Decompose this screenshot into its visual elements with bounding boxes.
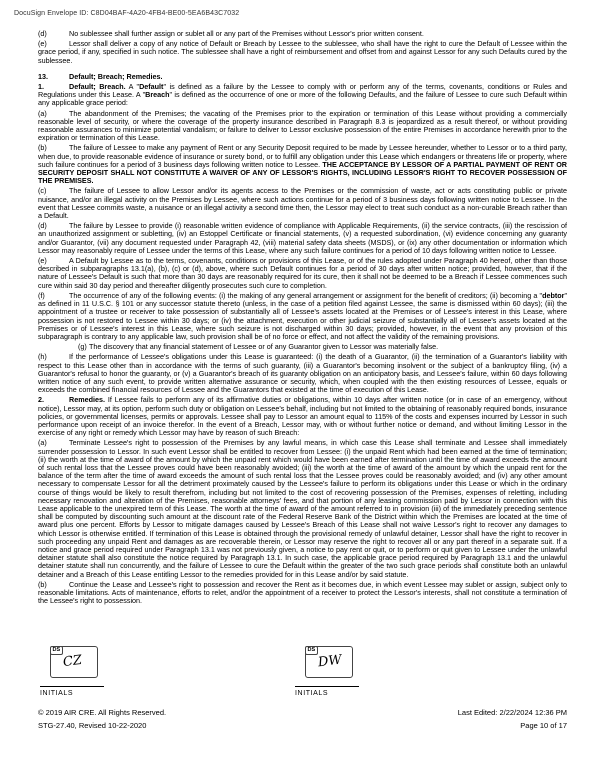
paragraph-label: 2. xyxy=(38,395,44,405)
paragraph-12 xyxy=(38,396,567,437)
paragraph-6 xyxy=(38,187,567,220)
paragraph-label: (a) xyxy=(38,438,47,448)
paragraph-text: If Lessee fails to perform any of its affirmative duties or obligations, within 10 days after written notice (or in case of an emergency, without notice), Lessor may, at its option, perform such duty or obligation on Lessee's behalf, including but not limited to the obtaining of reasonably required bonds, insurance policies, or governmental licenses, permits or approvals. Lessee shall pay to Lessor an amount equal to 115% of the costs and expenses incurred by Lessor in such performance upon receipt of an invoice therefor. In the event of a Breach, Lessor may, with or without further notice or demand, and without limiting Lessor in the exercise of any right or remedy which Lessor may have by reason of such Breach: xyxy=(38,395,567,438)
paragraph-text: Default; Breach; Remedies. xyxy=(69,71,163,81)
paragraph-label: (f) xyxy=(38,290,45,300)
paragraph-text: Breach xyxy=(145,90,170,100)
paragraph-8 xyxy=(38,257,567,290)
paragraph-label: (g) xyxy=(78,342,87,352)
page-number: Page 10 of 17 xyxy=(520,721,567,730)
docusign-ds-icon: DS xyxy=(50,646,63,655)
paragraph-label: (a) xyxy=(38,108,47,118)
paragraph-label: (d) xyxy=(38,221,47,231)
paragraph-4 xyxy=(38,110,567,143)
paragraph-text: " is defined as a failure by the Lessee to comply with or perform any of the terms, covenants, conditions or Rules and Regulations under this Lease. A " xyxy=(38,82,567,100)
paragraph-text: A Default by Lessee as to the terms, covenants, conditions or provisions of this Lease, or of the rules adopted under Paragraph 40 hereof, other than those described in subparagraphs 13.1(a), (b), (c) or (d), above, where such Default continues for a period of 30 days after written notice; provided, however, that if the nature of Lessee's Default is such that more than 30 days are reasonably required for its cure, then it shall not be deemed to be a Breach if Lessee commences such cure within said 30 day period and thereafter diligently prosecutes such cure to completion. xyxy=(38,256,567,290)
initials-line-right xyxy=(295,678,359,687)
paragraph-9 xyxy=(38,292,567,341)
page-footer xyxy=(38,708,567,734)
paragraph-text: The failure of Lessee to make any payment of Rent or any Security Deposit required to be made by Lessee hereunder, whether to Lessor or to a third party, when due, to provide reasonable evidence of insurance or surety bond, or to fulfill any obligation under this Lease which endangers or threatens life or property, where such failure continues for a period of 3 business days following written notice to Lessee. xyxy=(38,143,567,169)
paragraph-label: (e) xyxy=(38,256,47,266)
paragraph-text: " as defined in 11 U.S.C. § 101 or any successor statute thereto (unless, in the case of a petition filed against Lessee, the same is dismissed within 60 days); (iii) the appointment of a trustee or receiver to take possession of substantially all of Lessee's assets located at the Premises or of Lessee's interest in this Lease, where possession is not restored to Lessee within 30 days; or (iv) the attachment, execution or other judicial seizure of substantially all of Lessee's assets located at the Premises or of Lessee's interest in this Lease, where such seizure is not discharged within 30 days; provided, however, in the event that any provision of this subparagraph is contrary to any applicable law, such provision shall be of no force or effect, and not affect the validity of the remaining provisions. xyxy=(38,290,567,341)
paragraph-5 xyxy=(38,144,567,185)
docusign-ds-icon: DS xyxy=(305,646,318,655)
paragraph-label: (b) xyxy=(38,143,47,153)
paragraph-10 xyxy=(38,343,567,351)
paragraph-label: (c) xyxy=(38,186,47,196)
paragraph-text: debtor xyxy=(542,290,565,300)
paragraph-text: The occurrence of any of the following events: (i) the making of any general arrangement or assignment for the benefit of creditors; (ii) becoming a " xyxy=(69,290,543,300)
paragraph-label: (b) xyxy=(38,579,47,589)
paragraph-text: Default; Breach. xyxy=(69,82,126,92)
copyright-text: © 2019 AIR CRE. All Rights Reserved. xyxy=(38,708,167,717)
last-edited-text: Last Edited: 2/22/2024 12:36 PM xyxy=(457,708,567,717)
paragraph-text: The failure of Lessee to allow Lessor and/or its agents access to the Premises or the commission of waste, act or acts constituting public or private nuisance, and/or an illegal activity on the Premises by Lessee, where such actions continue for a period of 3 business days following written notice to Lessee. In the event that Lessee commits waste, a nuisance or an illegal activity a second time then, the Lessor may elect to treat such conduct as a non-curable Breach rather than a Default. xyxy=(38,186,567,221)
initials-block-right xyxy=(295,646,415,697)
docusign-envelope-id: DocuSign Envelope ID: C8D04BAF-4A20-4FB4-BE00-5EA6B43C7032 xyxy=(14,10,240,17)
paragraph-text: The failure by Lessee to provide (i) reasonable written evidence of compliance with Applicable Requirements, (ii) the service contracts, (iii) the rescission of an unauthorized assignment or subletting, (iv) an Estoppel Certificate or financial statements, (v) a requested subordination, (vi) evidence concerning any guaranty and/or Guarantor, (vii) any document requested under Paragraph 42, (viii) material safety data sheets (MSDS), or (ix) any other documentation or information which Lessor may reasonably require of Lessee under the terms of this Lease, where any such failure continues for a period of 10 days following written notice to Lessee. xyxy=(38,221,567,255)
paragraph-text: If the performance of Lessee's obligations under this Lease is guaranteed: (i) the death of a Guarantor, (ii) the termination of a Guarantor's liability with respect to this Lease other than in accordance with the terms of such guaranty, (iii) a Guarantor's becoming insolvent or the subject of a bankruptcy filing, (iv) a Guarantor's refusal to honor the guaranty, or (v) a Guarantor's breach of its guaranty obligation on an anticipatory basis, and Lessee's failure, within 60 days following written notice of any such event, to provide written alternative assurance or security, which, when coupled with the then existing resources of Lessee, equals or exceeds the combined financial resources of Lessee and the Guarantors that existed at the time of execution of this Lease. xyxy=(38,352,567,395)
document-body xyxy=(38,28,567,605)
initials-line-left xyxy=(40,678,104,687)
paragraph-text: The discovery that any financial statement of Lessee or of any Guarantor given to Lessor was materially false. xyxy=(89,342,439,352)
paragraph-1 xyxy=(38,40,567,65)
paragraph-text: " is defined as the occurrence of one or more of the following Defaults, and the failure of Lessee to cure such Default within any applicable grace period: xyxy=(38,90,567,108)
paragraph-label: (h) xyxy=(38,352,47,362)
initials-block-left xyxy=(40,646,160,697)
docusign-initial-stamp-right[interactable] xyxy=(305,646,353,678)
paragraph-13 xyxy=(38,439,567,578)
initials-label-right: INITIALS xyxy=(295,690,329,697)
paragraph-label: (d) xyxy=(38,29,47,38)
paragraph-text: Default xyxy=(139,82,164,92)
paragraph-text: THE ACCEPTANCE BY LESSOR OF A PARTIAL PAYMENT OF RENT OR SECURITY DEPOSIT SHALL NOT CONSTITUTE A WAIVER OF ANY OF LESSOR'S RIGHTS, INCLUDING LESSOR'S RIGHT TO RECOVER POSSESSION OF THE PREMISES. xyxy=(38,159,567,186)
paragraph-text: The abandonment of the Premises; the vacating of the Premises prior to the expiration or termination of this Lease without providing a commercially reasonable level of security, or where the coverage of the property insurance described in Paragraph 8.3 is jeopardized as a result thereof, or without providing reasonable assurances to minimize potential vandalism; or failure to deliver to Lessor exclusive possession of the entire Premises in accordance herewith prior to the expiration or termination of this Lease. xyxy=(38,108,567,143)
paragraph-0 xyxy=(38,30,567,38)
paragraph-text: No sublessee shall further assign or sublet all or any part of the Premises without Lessor's prior written consent. xyxy=(69,29,424,38)
paragraph-text: Lessor shall deliver a copy of any notice of Default or Breach by Lessee to the sublessee, who shall have the right to cure the Default of Lessee within the grace period, if any, specified in such notice. The sublessee shall have a right of reimbursement and offset from and against Lessor for any such Defaults cured by the sublessee. xyxy=(38,39,567,65)
paragraph-text: A " xyxy=(125,82,140,92)
initials-mark-right: DW xyxy=(317,652,343,671)
paragraph-label: 1. xyxy=(38,82,44,92)
paragraph-7 xyxy=(38,222,567,255)
paragraph-label: (e) xyxy=(38,39,47,49)
initials-mark-left: CZ xyxy=(62,652,83,671)
paragraph-2 xyxy=(38,73,567,81)
initials-label-left: INITIALS xyxy=(40,690,74,697)
paragraph-text: Remedies. xyxy=(69,395,105,405)
paragraph-text: Terminate Lessee's right to possession of the Premises by any lawful means, in which case this Lease shall terminate and Lessee shall immediately surrender possession to Lessor. In such event Lessor shall be entitled to recover from Lessee: (i) the unpaid Rent which had been earned at the time of termination; (ii) the worth at the time of award of the amount by which the unpaid rent which would have been earned after termination until the time of award exceeds the amount of such rental loss that the Lessee proves could have been reasonably avoided; (iii) the worth at the time of award of the amount by which the unpaid rent for the balance of the term after the time of award exceeds the amount of such rental loss that the Lessee proves could be reasonably avoided; and (iv) any other amount necessary to compensate Lessor for all the detriment proximately caused by the Lessee's failure to perform its obligations under this Lease or which in the ordinary course of things would be likely to result therefrom, including but not limited to the cost of recovering possession of the Premises, expenses of reletting, including necessary renovation and alteration of the Premises, reasonable attorneys' fees, and that portion of any leasing commission paid by Lessor in connection with this Lease applicable to the unexpired term of this Lease. The worth at the time of award of the amount referred to in provision (iii) of the immediately preceding sentence shall be computed by discounting such amount at the discount rate of the Federal Reserve Bank of the District within which the Premises are located at the time of award plus one percent. Efforts by Lessor to mitigate damages caused by Lessee's Breach of this Lease shall not waive Lessor's right to recover any damages to which Lessor is otherwise entitled. If termination of this Lease is obtained through the provisional remedy of unlawful detainer, Lessor shall have the right to recover in such proceeding any unpaid Rent and damages as are recoverable therein, or Lessor may reserve the right to recover all or any part thereof in a separate suit. If a notice and grace period required under Paragraph 13.1 was not previously given, a notice to pay rent or quit, or to perform or quit given to Lessee under the unlawful detainer statute shall also constitute the notice required by Paragraph 13.1. In such case, the applicable grace period required by Paragraph 13.1 and the unlawful detainer statute shall run concurrently, and the failure of Lessee to cure the Default within the greater of the two such grace periods shall constitute both an unlawful detainer and a Breach of this Lease entitling Lessor to the remedies provided for in this Lease and/or by said statute. xyxy=(38,438,567,579)
paragraph-label: 13. xyxy=(38,71,48,81)
form-reference: STG-27.40, Revised 10-22-2020 xyxy=(38,721,147,730)
paragraph-11 xyxy=(38,353,567,394)
docusign-initial-stamp-left[interactable] xyxy=(50,646,98,678)
paragraph-text: Continue the Lease and Lessee's right to possession and recover the Rent as it becomes due, in which event Lessee may sublet or assign, subject only to reasonable limitations. Acts of maintenance, efforts to relet, and/or the appointment of a receiver to protect the Lessor's interests, shall not constitute a termination of the Lessee's right to possession. xyxy=(38,579,567,606)
paragraph-14 xyxy=(38,581,567,606)
paragraph-3 xyxy=(38,83,567,108)
